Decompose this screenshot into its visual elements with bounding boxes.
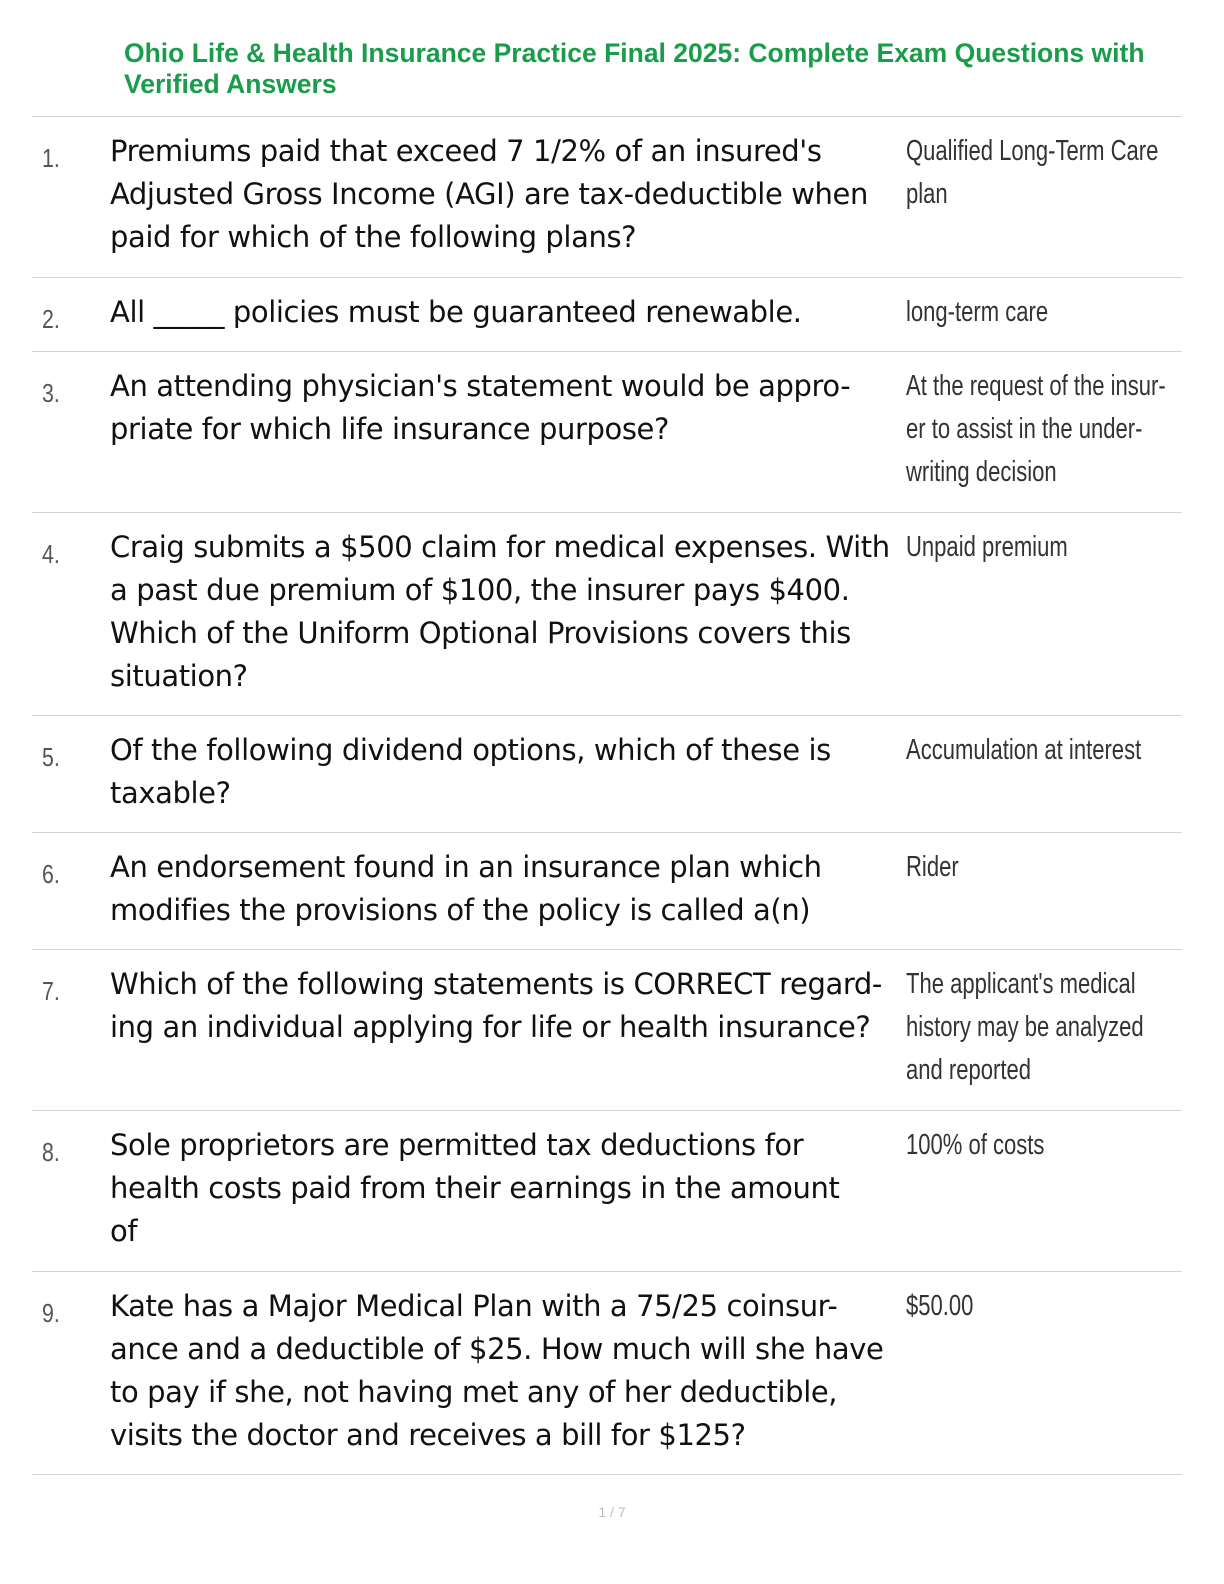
question-line: ing an individual applying for life or health insurance? — [110, 1010, 871, 1044]
answer-text — [906, 846, 1157, 889]
question-line: priate for which life insurance purpose? — [110, 412, 669, 446]
answer-line: Accumulation at interest — [906, 734, 1142, 766]
qa-row — [32, 1272, 1182, 1475]
question-number: 8. — [42, 1137, 60, 1167]
answer-line: At the request of the insur- — [906, 370, 1166, 402]
question-line: Of the following dividend options, which of these is — [110, 733, 831, 767]
question-line: Sole proprietors are permitted tax deductions for — [110, 1128, 804, 1162]
question-line: situation? — [110, 659, 248, 693]
document-title-line-1: Ohio Life & Health Insurance Practice Final 2025: Complete Exam Questions with — [124, 38, 1145, 68]
question-line: modifies the provisions of the policy is called a(n) — [110, 893, 811, 927]
question-text — [110, 729, 900, 815]
qa-row — [32, 833, 1182, 950]
answer-text — [906, 1124, 1157, 1167]
question-text — [110, 130, 900, 259]
question-number: 7. — [42, 976, 60, 1006]
question-line: Kate has a Major Medical Plan with a 75/25 coinsur- — [110, 1289, 838, 1323]
question-line: An attending physician's statement would be appro- — [110, 369, 851, 403]
answer-line: Qualified Long-Term Care — [906, 135, 1159, 167]
answer-line: plan — [906, 178, 948, 210]
qa-row — [32, 352, 1182, 513]
question-number: 2. — [42, 304, 60, 334]
answer-line: 100% of costs — [906, 1129, 1045, 1161]
question-text — [110, 846, 900, 932]
question-line: a past due premium of $100, the insurer pays $400. — [110, 573, 850, 607]
question-line: Adjusted Gross Income (AGI) are tax-deductible when — [110, 177, 868, 211]
answer-line: and reported — [906, 1054, 1031, 1086]
question-line: ance and a deductible of $25. How much will she have — [110, 1332, 884, 1366]
answer-line: writing decision — [906, 456, 1057, 488]
answer-line: Unpaid premium — [906, 531, 1068, 563]
answer-line: The applicant's medical — [906, 968, 1136, 1000]
question-text — [110, 963, 900, 1049]
answer-text — [906, 365, 1166, 494]
question-line: All _____ policies must be guaranteed renewable. — [110, 295, 802, 329]
answer-line: history may be analyzed — [906, 1011, 1144, 1043]
document-title — [124, 38, 1204, 100]
answer-line: $50.00 — [906, 1290, 974, 1322]
question-line: Craig submits a $500 claim for medical expenses. With — [110, 530, 890, 564]
question-line: An endorsement found in an insurance plan which — [110, 850, 822, 884]
page-number: 1 / 7 — [598, 1504, 626, 1520]
question-line: to pay if she, not having met any of her deductible, — [110, 1375, 838, 1409]
question-line: Which of the Uniform Optional Provisions covers this — [110, 616, 851, 650]
question-text — [110, 365, 900, 451]
qa-row — [32, 716, 1182, 833]
answer-text — [906, 1285, 1157, 1328]
answer-text — [906, 291, 1157, 334]
question-line: visits the doctor and receives a bill for $125? — [110, 1418, 746, 1452]
answer-text — [906, 526, 1157, 569]
answer-text — [906, 130, 1157, 216]
qa-row — [32, 117, 1182, 278]
answer-line: Rider — [906, 851, 959, 883]
question-number: 3. — [42, 378, 60, 408]
question-text — [110, 1285, 900, 1457]
qa-row — [32, 950, 1182, 1111]
answer-line: er to assist in the under- — [906, 413, 1143, 445]
question-number: 4. — [42, 539, 60, 569]
question-line: health costs paid from their earnings in the amount — [110, 1171, 840, 1205]
question-line: taxable? — [110, 776, 231, 810]
question-text — [110, 526, 900, 698]
qa-row — [32, 1111, 1182, 1272]
qa-row — [32, 278, 1182, 352]
question-text — [110, 291, 900, 334]
question-line: paid for which of the following plans? — [110, 220, 637, 254]
question-number: 5. — [42, 742, 60, 772]
document-title-line-2: Verified Answers — [124, 69, 337, 99]
question-text — [110, 1124, 900, 1253]
question-line: of — [110, 1214, 138, 1248]
answer-text — [906, 729, 1157, 772]
question-number: 1. — [42, 143, 60, 173]
answer-line: long-term care — [906, 296, 1049, 328]
question-answer-table — [32, 116, 1182, 1475]
answer-text — [906, 963, 1157, 1092]
qa-row — [32, 513, 1182, 716]
question-number: 9. — [42, 1298, 60, 1328]
question-line: Premiums paid that exceed 7 1/2% of an insured's — [110, 134, 822, 168]
question-number: 6. — [42, 859, 60, 889]
question-line: Which of the following statements is CORRECT regard- — [110, 967, 882, 1001]
